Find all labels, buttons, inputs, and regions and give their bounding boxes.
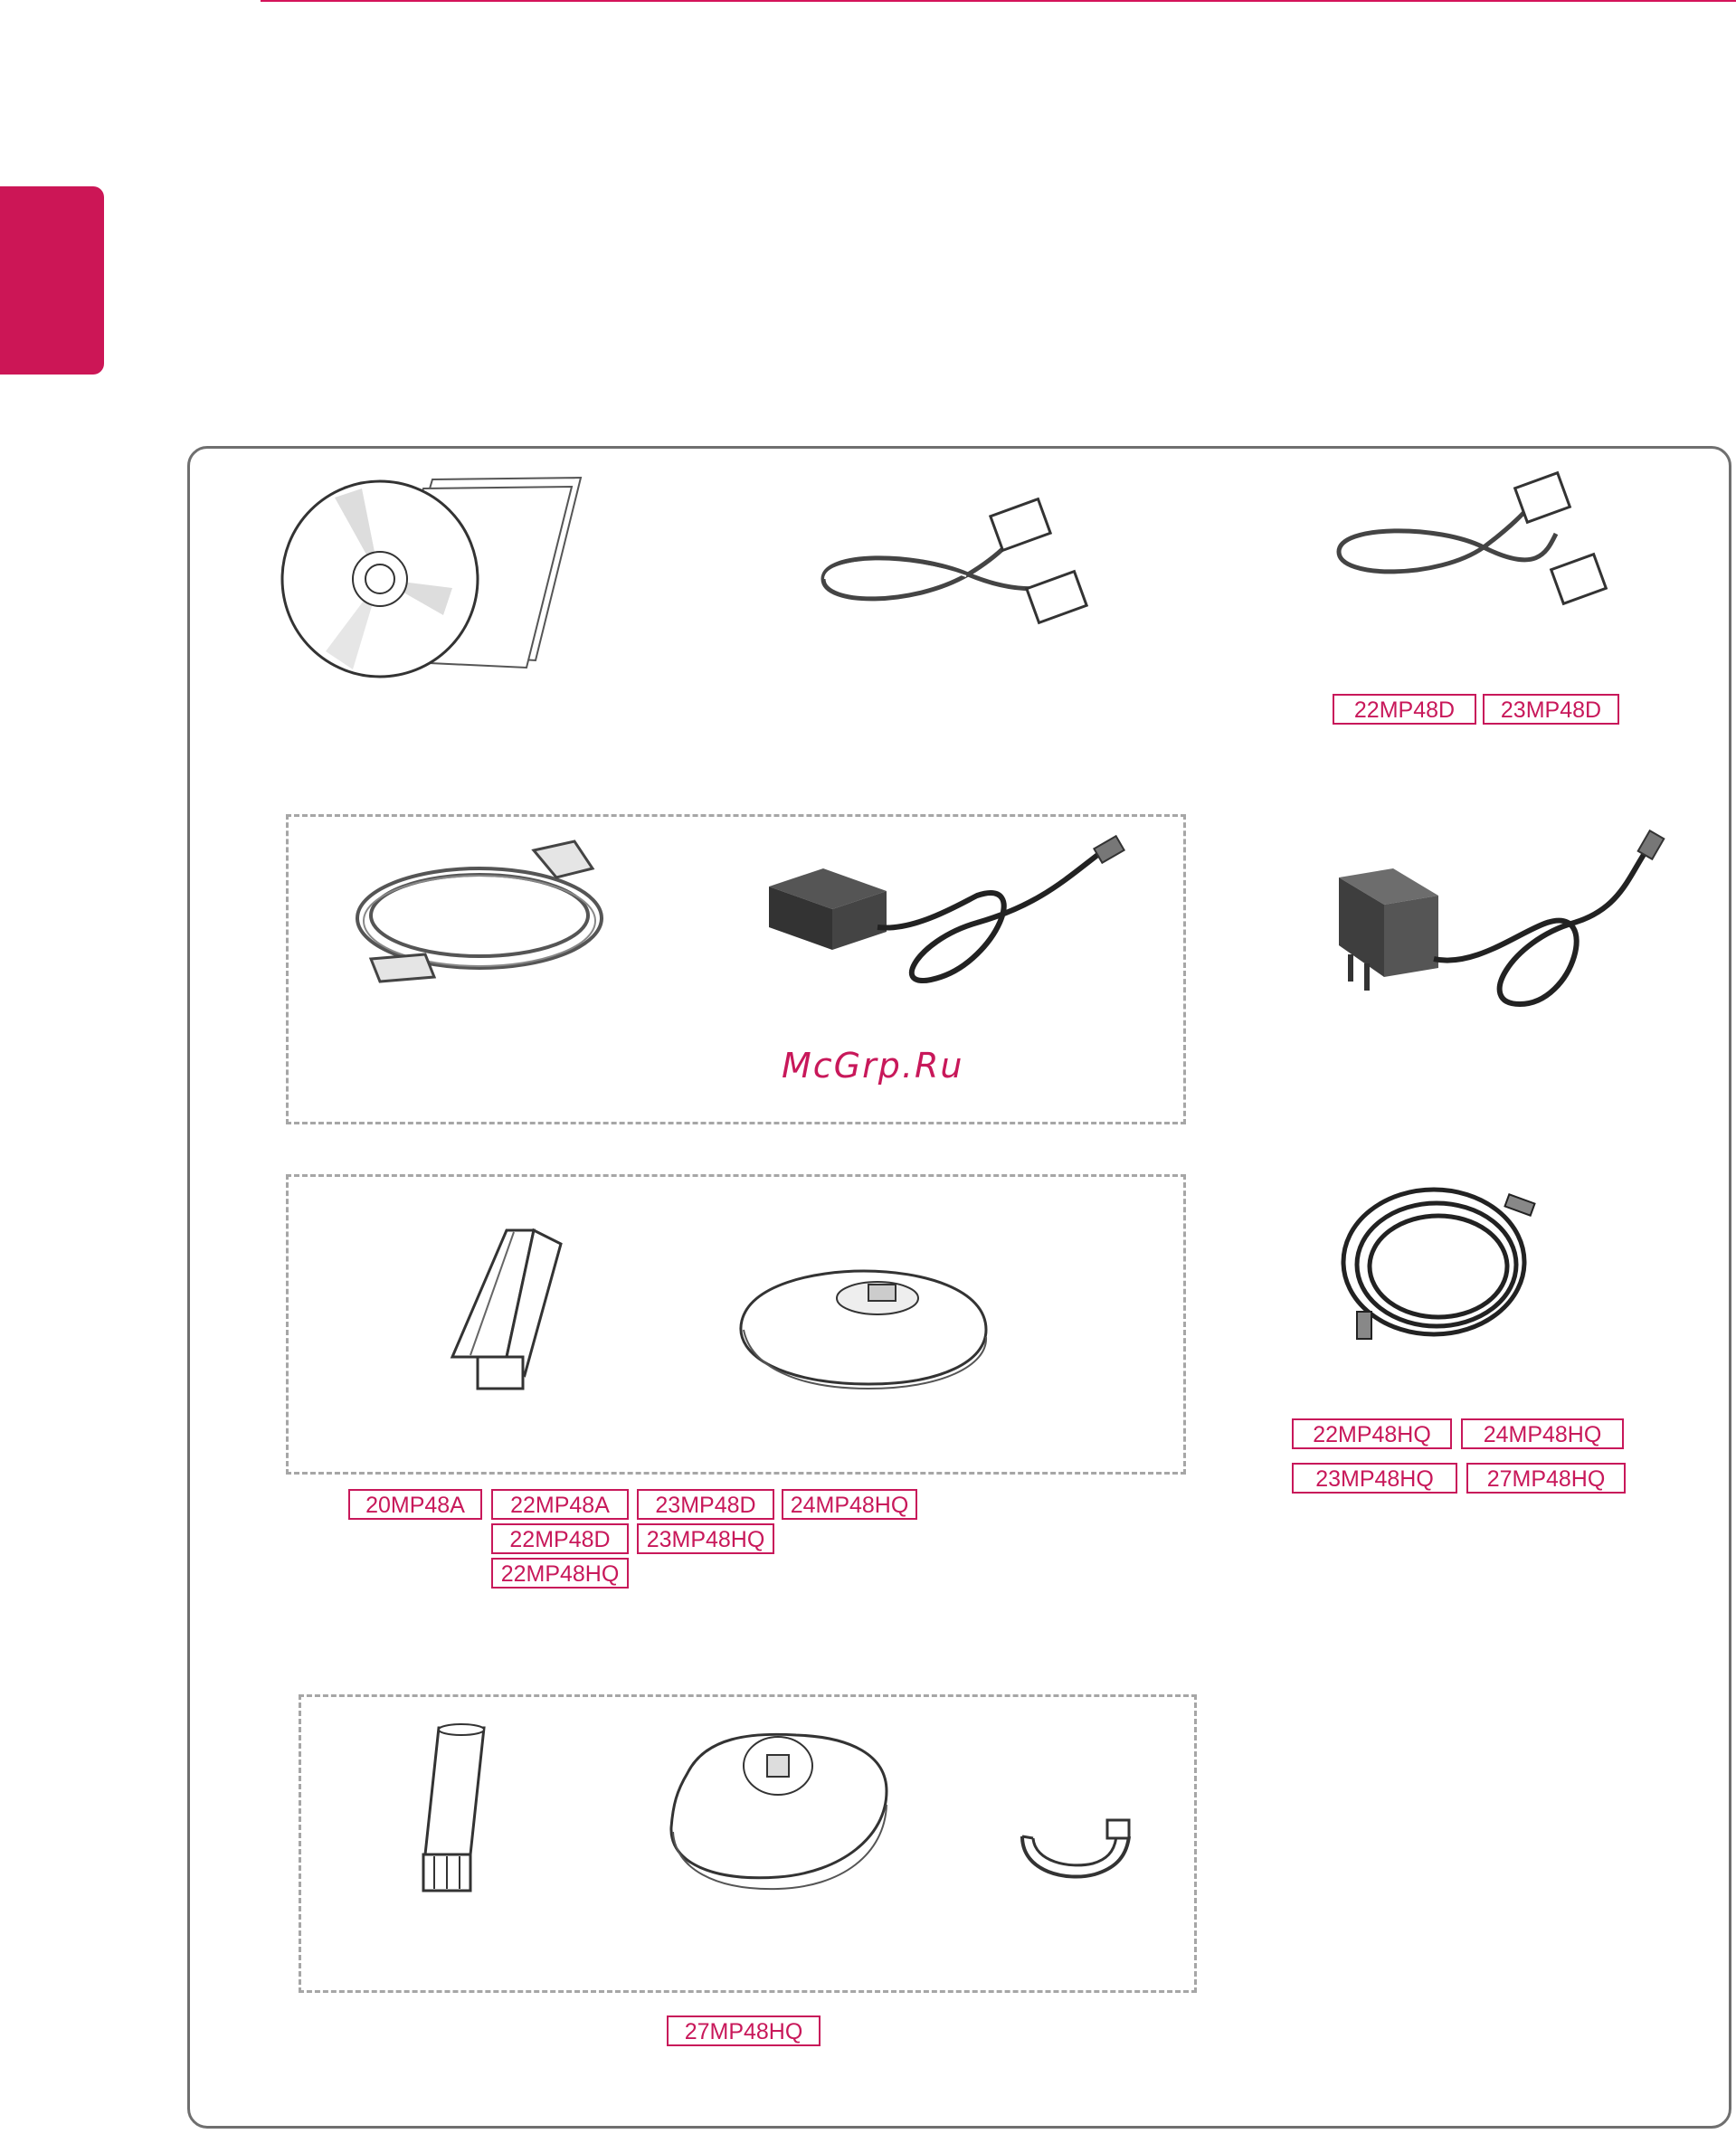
dvi-cable-icon [1321,470,1637,615]
model-tag: 20MP48A [348,1489,482,1520]
model-tag: 27MP48HQ [667,2015,821,2046]
model-tag: 24MP48HQ [1461,1418,1624,1449]
watermark: McGrp.Ru [782,1046,964,1086]
stand-base-27-icon [660,1719,896,1900]
model-tag: 23MP48D [1483,694,1619,725]
power-cord-icon [335,832,606,986]
model-tag: 23MP48HQ [637,1523,774,1554]
top-rule [261,0,1736,2]
hdmi-cable-icon [1339,1176,1547,1348]
model-tag: 22MP48D [1333,694,1476,725]
ac-dc-adapter-icon [760,841,1149,995]
side-tab [0,186,104,375]
model-tag: 22MP48HQ [1292,1418,1452,1449]
wall-adapter-icon [1330,832,1665,1022]
model-tag: 22MP48D [491,1523,629,1554]
stand-body-27-icon [398,1719,507,1900]
cd-and-manual-icon [280,470,588,678]
model-tag: 24MP48HQ [782,1489,917,1520]
model-tag: 23MP48HQ [1292,1463,1457,1494]
stand-body-icon [443,1221,579,1402]
model-tag: 23MP48D [637,1489,774,1520]
model-tag: 27MP48HQ [1466,1463,1626,1494]
d-sub-cable-icon [805,488,1113,633]
model-tag: 22MP48A [491,1489,629,1520]
cable-holder-icon [1013,1809,1140,1891]
stand-base-icon [733,1257,995,1393]
model-tag: 22MP48HQ [491,1558,629,1589]
